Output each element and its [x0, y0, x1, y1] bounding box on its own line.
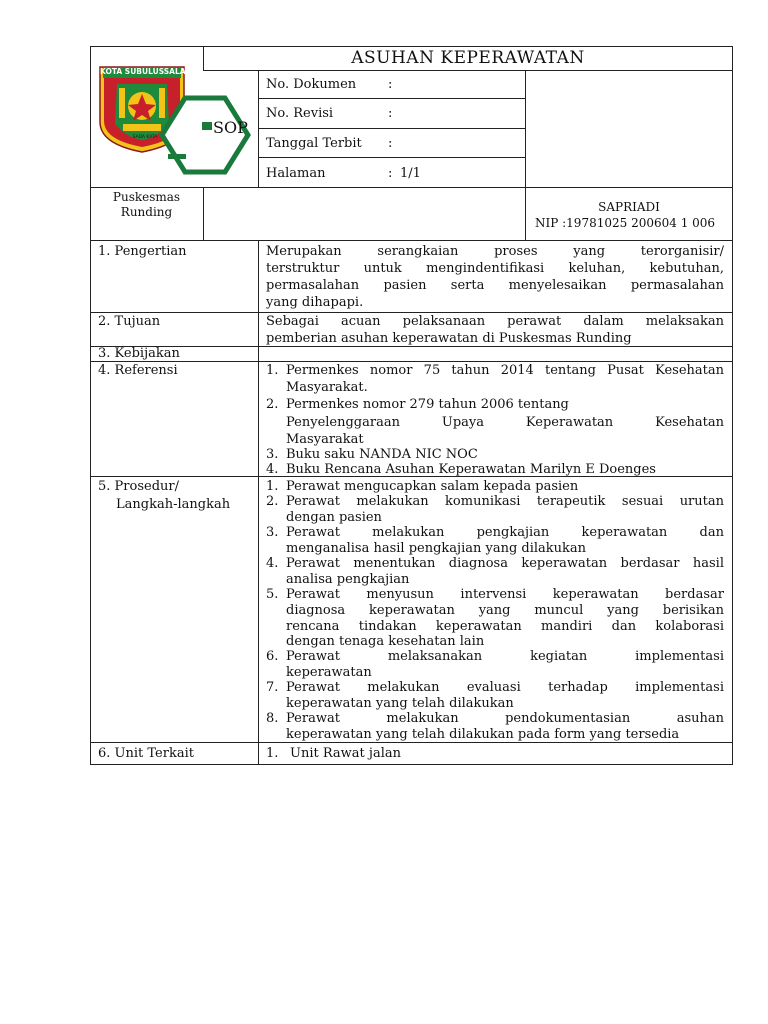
table-border-right	[732, 46, 733, 765]
institution-name-line2: Runding	[120, 205, 173, 219]
logo-text-bottom: SADA KATA	[132, 135, 158, 140]
referensi-3-line-1: Buku saku NANDA NIC NOC	[286, 447, 478, 462]
prosedur-5-line-3: rencana tindakan keperawatan mandiri dan kolaborasi	[286, 619, 724, 634]
label-unit-terkait: 6. Unit Terkait	[98, 746, 194, 761]
label-pengertian: 1. Pengertian	[98, 244, 187, 259]
logo-text-top: KOTA SUBULUSSALAM	[100, 67, 194, 76]
referensi-num-2: 2.	[266, 397, 279, 412]
field-label-tanggal: Tanggal Terbit	[266, 136, 362, 151]
table-border-bottom	[90, 764, 733, 765]
prosedur-3-line-2: menganalisa hasil pengkajian yang dilakukan	[286, 541, 587, 556]
prosedur-7-line-2: keperawatan yang telah dilakukan	[286, 696, 514, 711]
prosedur-num-4: 4.	[266, 556, 279, 571]
table-border-left	[90, 46, 91, 765]
prosedur-num-6: 6.	[266, 649, 279, 664]
table-border-top	[90, 46, 733, 47]
referensi-4-line-1: Buku Rencana Asuhan Keperawatan Marilyn E Doenges	[286, 462, 656, 477]
body-column-divider	[258, 240, 259, 765]
field-label-revisi: No. Revisi	[266, 106, 334, 121]
field-label-halaman: Halaman	[266, 166, 326, 181]
prosedur-num-1: 1.	[266, 479, 279, 494]
field-value-halaman: 1/1	[400, 166, 421, 181]
pengertian-line-3: permasalahan pasien serta menyelesaikan permasalahan	[266, 278, 724, 293]
institution-divider	[203, 187, 204, 241]
prosedur-1-line-1: Perawat mengucapkan salam kepada pasien	[286, 479, 579, 494]
prosedur-2-line-2: dengan pasien	[286, 510, 382, 525]
title-underline	[203, 70, 733, 71]
unit-num-1: 1.	[266, 746, 279, 761]
header-bottom-line-2	[90, 240, 733, 241]
label-tujuan: 2. Tujuan	[98, 314, 161, 329]
field-sep-dokumen: :	[388, 77, 393, 92]
field-sep-tanggal: :	[388, 136, 393, 151]
prosedur-num-7: 7.	[266, 680, 279, 695]
prosedur-5-line-2: diagnosa keperawatan yang muncul yang berisikan	[286, 603, 724, 618]
sop-label: SOP	[213, 118, 248, 137]
pengertian-line-1: Merupakan serangkaian proses yang terorganisir/	[266, 244, 724, 259]
signer-name: SAPRIADI	[598, 200, 660, 214]
prosedur-num-5: 5.	[266, 587, 279, 602]
prosedur-3-line-1: Perawat melakukan pengkajian keperawatan dan	[286, 525, 724, 540]
header-bottom-line	[90, 187, 733, 188]
prosedur-2-line-1: Perawat melakukan komunikasi terapeutik sesuai urutan	[286, 494, 724, 509]
referensi-2-line-2: Penyelenggaraan Upaya Keperawatan Kesehatan	[286, 415, 724, 430]
label-prosedur-line1: 5. Prosedur/	[98, 479, 179, 494]
field-label-dokumen: No. Dokumen	[266, 77, 357, 92]
label-prosedur-line2: Langkah-langkah	[116, 497, 231, 512]
referensi-num-4: 4.	[266, 462, 279, 477]
referensi-2-line-1: Permenkes nomor 279 tahun 2006 tentang	[286, 397, 569, 412]
label-kebijakan: 3. Kebijakan	[98, 346, 180, 361]
institution-name-line1: Puskesmas	[112, 190, 181, 204]
prosedur-5-line-4: dengan tenaga kesehatan lain	[286, 634, 485, 649]
field-divider-1	[258, 98, 526, 99]
referensi-2-line-3: Masyarakat	[286, 432, 364, 447]
field-divider-2	[258, 128, 526, 129]
prosedur-6-line-1: Perawat melaksanakan kegiatan implementasi	[286, 649, 724, 664]
prosedur-5-line-1: Perawat menyusun intervensi keperawatan berdasar	[286, 587, 724, 602]
prosedur-num-3: 3.	[266, 525, 279, 540]
prosedur-8-line-1: Perawat melakukan pendokumentasian asuhan	[286, 711, 724, 726]
referensi-num-1: 1.	[266, 363, 279, 378]
label-referensi: 4. Referensi	[98, 363, 178, 378]
prosedur-num-8: 8.	[266, 711, 279, 726]
prosedur-4-line-2: analisa pengkajian	[286, 572, 410, 587]
referensi-num-3: 3.	[266, 447, 279, 462]
field-sep-revisi: :	[388, 106, 393, 121]
prosedur-4-line-1: Perawat menentukan diagnosa keperawatan berdasar hasil	[286, 556, 724, 571]
field-divider-3	[258, 157, 526, 158]
referensi-1-line-1: Permenkes nomor 75 tahun 2014 tentang Pusat Kesehatan	[286, 363, 724, 378]
prosedur-8-line-2: keperawatan yang telah dilakukan pada form yang tersedia	[286, 727, 680, 742]
unit-item-1: Unit Rawat jalan	[290, 746, 401, 761]
signer-nip: NIP :19781025 200604 1 006	[535, 216, 716, 230]
prosedur-7-line-1: Perawat melakukan evaluasi terhadap implementasi	[286, 680, 724, 695]
tujuan-line-2: pemberian asuhan keperawatan di Puskesmas Runding	[266, 331, 632, 346]
pengertian-line-2: terstruktur untuk mengindentifikasi keluhan, kebutuhan,	[266, 261, 724, 276]
field-sep-halaman: :	[388, 166, 393, 181]
prosedur-num-2: 2.	[266, 494, 279, 509]
document-title: ASUHAN KEPERAWATAN	[351, 48, 585, 68]
tujuan-line-1: Sebagai acuan pelaksanaan perawat dalam melaksakan	[266, 314, 724, 329]
prosedur-6-line-2: keperawatan	[286, 665, 372, 680]
pengertian-line-4: yang dihapapi.	[266, 295, 364, 310]
referensi-1-line-2: Masyarakat.	[286, 380, 368, 395]
